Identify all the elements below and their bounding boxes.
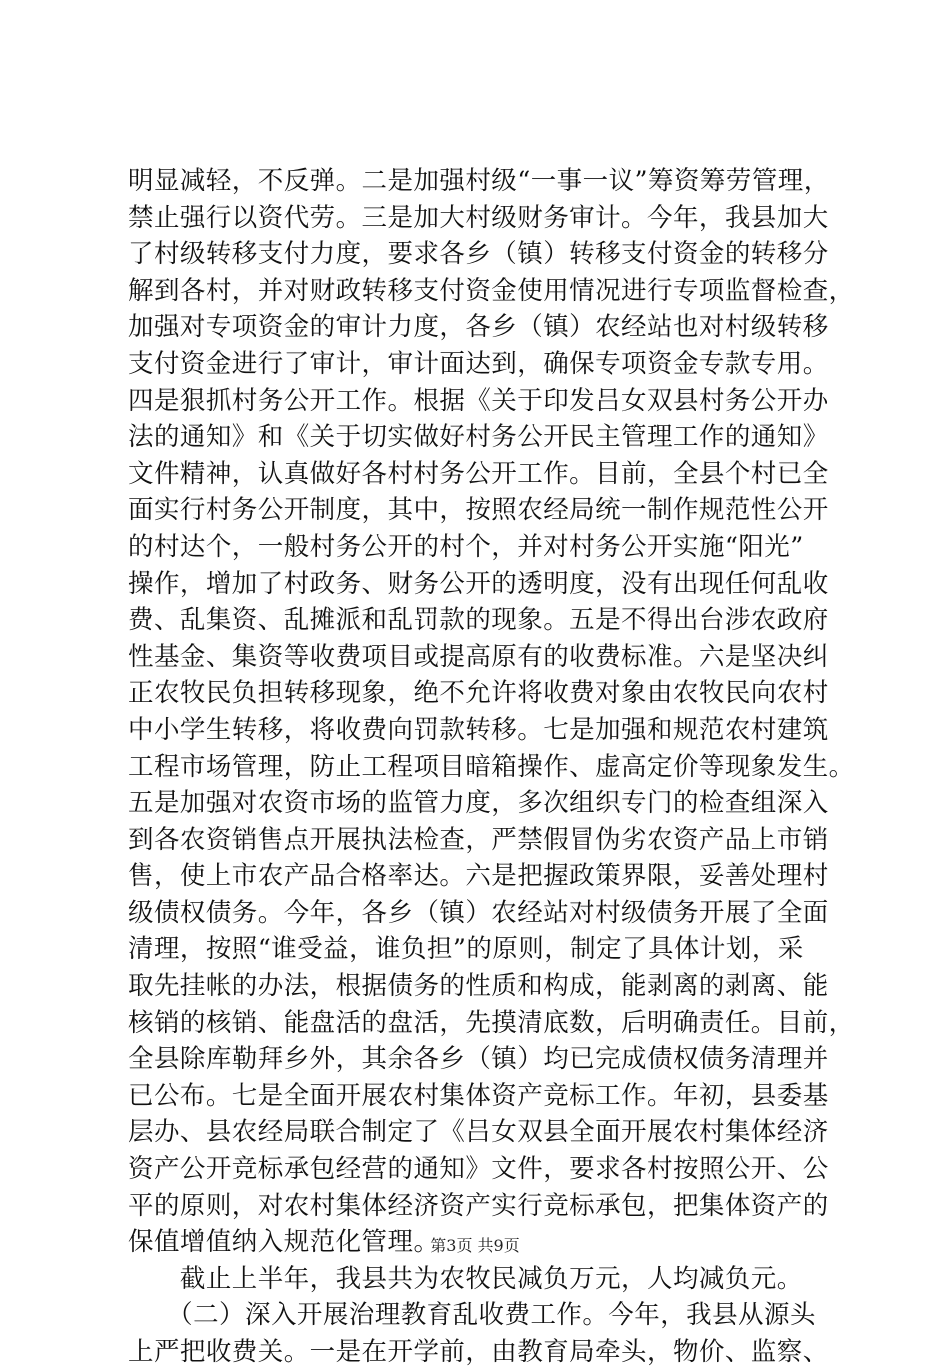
text-line: 已公布。七是全面开展农村集体资产竞标工作。年初，县委基 <box>128 1080 829 1111</box>
text-line: 到各农资销售点开展执法检查，严禁假冒伪劣农资产品上市销 <box>128 824 829 855</box>
document-body <box>128 163 855 1371</box>
text-line: 平的原则，对农村集体经济资产实行竞标承包，把集体资产的 <box>128 1190 829 1221</box>
text-line: 加强对专项资金的审计力度，各乡（镇）农经站也对村级转移 <box>128 312 829 343</box>
text-line: 费、乱集资、乱摊派和乱罚款的现象。五是不得出台涉农政府 <box>128 605 829 636</box>
text-line: 明显减轻，不反弹。二是加强村级“一事一议”筹资筹劳管理， <box>128 166 830 196</box>
text-line: 禁止强行以资代劳。三是加大村级财务审计。今年，我县加大 <box>128 202 829 233</box>
text-line: 五是加强对农资市场的监管力度，多次组织专门的检查组深入 <box>128 788 829 819</box>
text-line: 取先挂帐的办法，根据债务的性质和构成，能剥离的剥离、能 <box>128 971 829 1002</box>
text-line: 保值增值纳入规范化管理。 <box>128 1227 440 1258</box>
text-line: 核销的核销、能盘活的盘活，先摸清底数，后明确责任。目前， <box>128 1007 855 1038</box>
text-line: 解到各村，并对财政转移支付资金使用情况进行专项监督检查， <box>128 275 855 306</box>
text-line: 操作，增加了村政务、财务公开的透明度，没有出现任何乱收 <box>128 568 829 599</box>
text-line: 正农牧民负担转移现象，绝不允许将收费对象由农牧民向农村 <box>128 678 829 709</box>
text-line: 资产公开竞标承包经营的通知》文件，要求各村按照公开、公 <box>128 1154 829 1185</box>
text-line: 清理，按照“谁受益，谁负担”的原则，制定了具体计划，采 <box>128 934 804 965</box>
text-line: 的村达个，一般村务公开的村个，并对村务公开实施“阳光” <box>128 531 804 562</box>
text-line: 截止上半年，我县共为农牧民减负万元，人均减负元。 <box>128 1263 803 1294</box>
text-line: 全县除库勒拜乡外，其余各乡（镇）均已完成债权债务清理并 <box>128 1044 829 1075</box>
text-line: 性基金、集资等收费项目或提高原有的收费标准。六是坚决纠 <box>128 641 829 672</box>
text-line: 工程市场管理，防止工程项目暗箱操作、虚高定价等现象发生。 <box>128 751 855 782</box>
text-line: 法的通知》和《关于切实做好村务公开民主管理工作的通知》 <box>128 422 829 453</box>
text-line: 面实行村务公开制度，其中，按照农经局统一制作规范性公开 <box>128 495 829 526</box>
page-number-footer: 第3页 共9页 <box>430 1236 520 1255</box>
text-line: 售，使上市农产品合格率达。六是把握政策界限，妥善处理村 <box>128 861 829 892</box>
text-line: 级债权债务。今年，各乡（镇）农经站对村级债务开展了全面 <box>128 897 829 928</box>
text-line: 中小学生转移，将收费向罚款转移。七是加强和规范农村建筑 <box>128 714 829 745</box>
text-line: 四是狠抓村务公开工作。根据《关于印发吕女双县村务公开办 <box>128 385 829 416</box>
text-line: 上严把收费关。一是在开学前，由教育局牵头，物价、监察、 <box>128 1337 829 1367</box>
text-line: （二）深入开展治理教育乱收费工作。今年，我县从源头 <box>128 1300 816 1331</box>
text-line: 层办、县农经局联合制定了《吕女双县全面开展农村集体经济 <box>128 1117 829 1148</box>
text-line: 文件精神，认真做好各村村务公开工作。目前，全县个村已全 <box>128 458 829 489</box>
text-line: 支付资金进行了审计，审计面达到，确保专项资金专款专用。 <box>128 348 829 379</box>
text-line: 了村级转移支付力度，要求各乡（镇）转移支付资金的转移分 <box>128 239 829 270</box>
